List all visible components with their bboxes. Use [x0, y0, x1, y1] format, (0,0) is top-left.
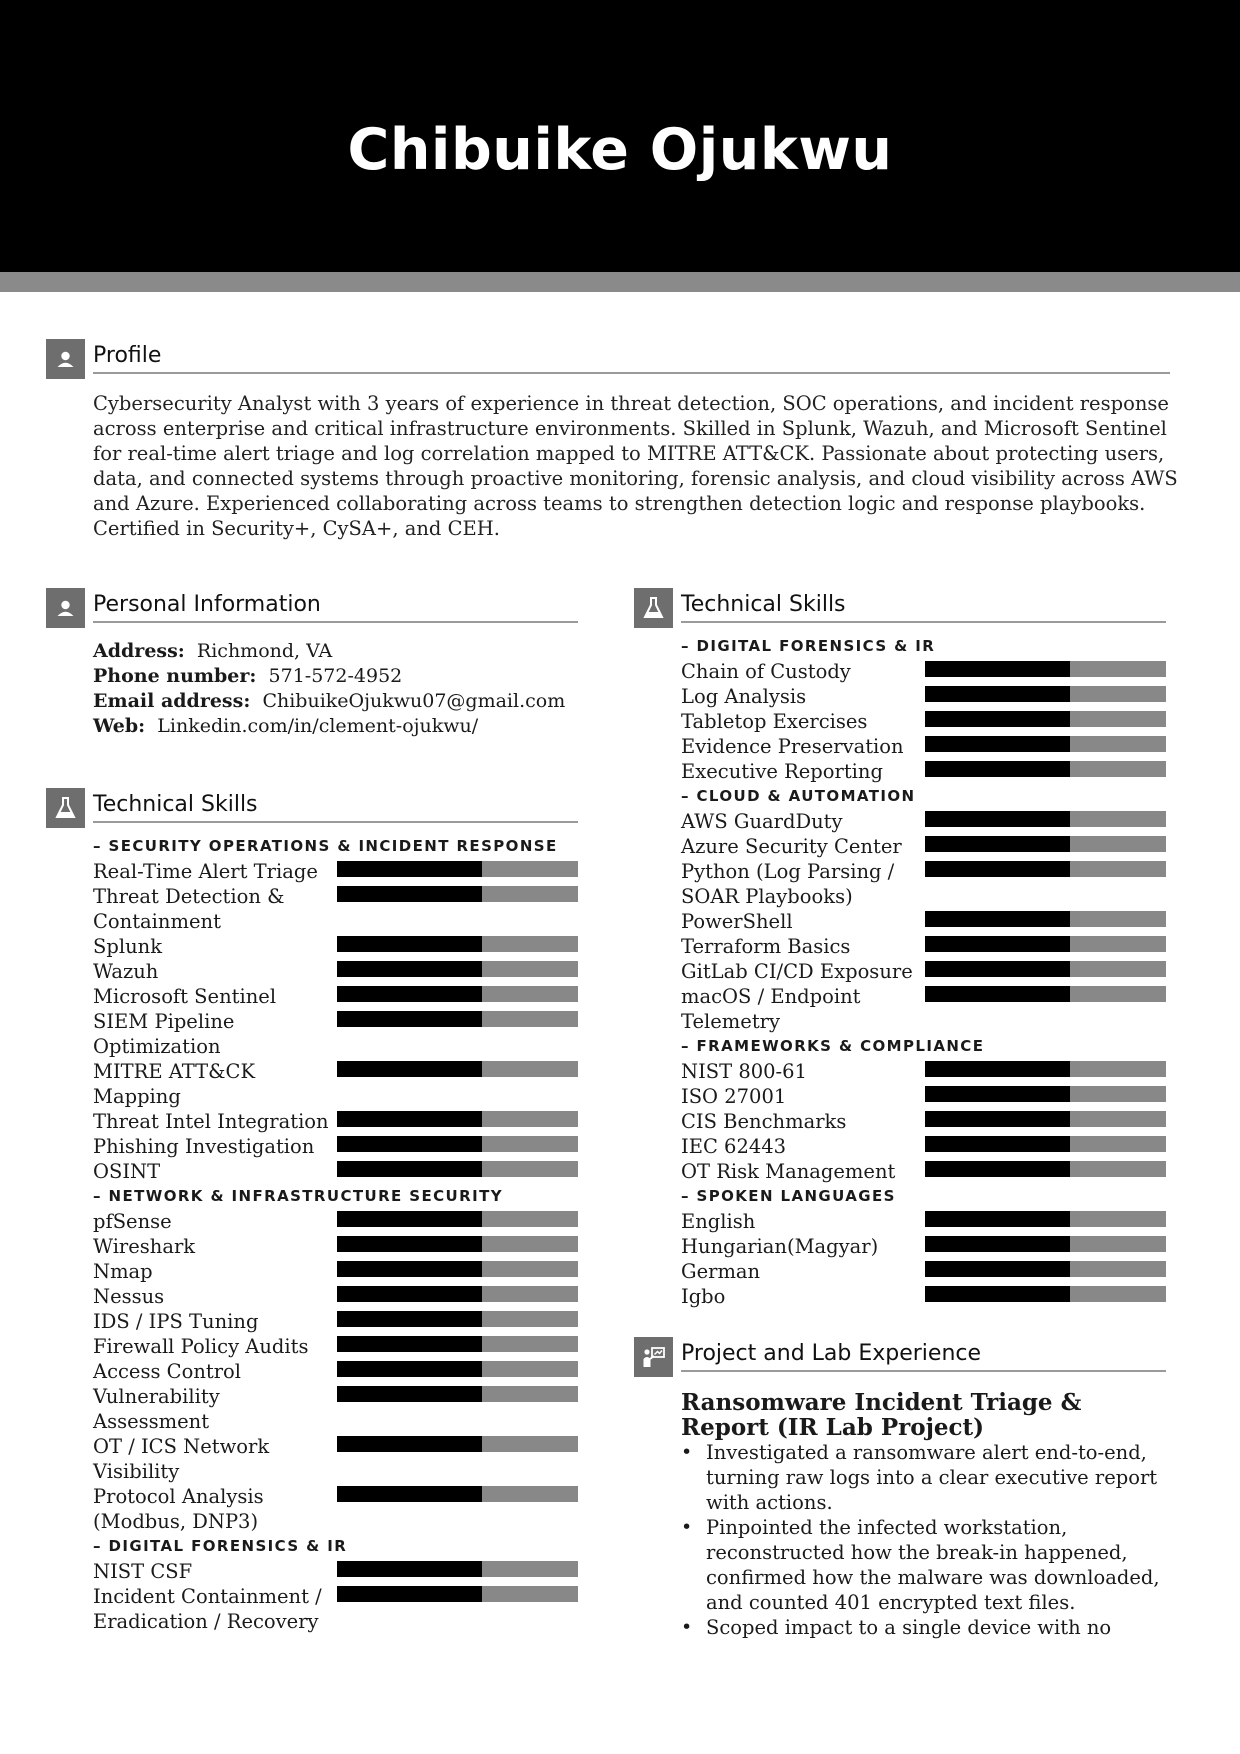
skill-level-bar	[925, 861, 1166, 877]
skill-item	[681, 809, 1166, 834]
personal-info-row	[93, 664, 565, 689]
skill-item	[681, 1209, 1166, 1234]
skill-level-fill	[925, 911, 1070, 927]
skill-name: Wazuh	[93, 960, 159, 983]
skill-category: – SECURITY OPERATIONS & INCIDENT RESPONSE	[93, 837, 558, 855]
profile-title: Profile	[93, 343, 162, 368]
skill-name: NIST CSF	[93, 1560, 193, 1583]
candidate-name: Chibuike Ojukwu	[347, 117, 893, 183]
personal-info-title: Personal Information	[93, 592, 321, 617]
skill-level-bar	[337, 936, 578, 952]
header-divider-band	[0, 272, 1240, 292]
skill-item	[681, 1259, 1166, 1284]
skill-item	[93, 959, 578, 984]
skill-level-bar	[337, 1486, 578, 1502]
skill-name: macOS / Endpoint Telemetry	[681, 985, 861, 1033]
skill-name: GitLab CI/CD Exposure	[681, 960, 913, 983]
skill-level-bar	[337, 1236, 578, 1252]
skill-name: English	[681, 1210, 756, 1233]
skill-item	[681, 734, 1166, 759]
skill-item	[93, 884, 578, 934]
skill-level-bar	[337, 1211, 578, 1227]
section-rule	[93, 372, 1170, 374]
personal-info-row	[93, 639, 565, 664]
skill-item	[93, 934, 578, 959]
skill-name: Log Analysis	[681, 685, 807, 708]
skill-name: Microsoft Sentinel	[93, 985, 277, 1008]
projects-list	[681, 1390, 1166, 1640]
skill-name: Azure Security Center	[681, 835, 902, 858]
skill-name: Incident Containment / Eradication / Recovery	[93, 1585, 322, 1633]
skill-level-fill	[337, 1436, 482, 1452]
skill-level-fill	[337, 936, 482, 952]
skill-name: Threat Intel Integration	[93, 1110, 329, 1133]
skill-level-bar	[925, 911, 1166, 927]
skill-item	[93, 1109, 578, 1134]
skill-level-fill	[337, 1261, 482, 1277]
skill-item	[681, 1059, 1166, 1084]
skill-level-bar	[925, 761, 1166, 777]
section-rule	[681, 1370, 1166, 1372]
skill-category: – DIGITAL FORENSICS & IR	[681, 637, 936, 655]
skill-level-bar	[337, 861, 578, 877]
skill-item	[681, 759, 1166, 784]
skill-name: Igbo	[681, 1285, 726, 1308]
skills-list	[681, 634, 1166, 1309]
skill-level-bar	[925, 1161, 1166, 1177]
skill-level-bar	[337, 1261, 578, 1277]
skill-item	[681, 909, 1166, 934]
skill-item	[681, 1234, 1166, 1259]
skill-item	[681, 959, 1166, 984]
skill-level-fill	[925, 1236, 1070, 1252]
skill-name: AWS GuardDuty	[681, 810, 843, 833]
skill-level-fill	[337, 1136, 482, 1152]
skill-level-fill	[925, 811, 1070, 827]
user-icon	[46, 588, 85, 628]
skill-level-bar	[925, 711, 1166, 727]
presentation-icon	[634, 1337, 673, 1377]
skill-name: Evidence Preservation	[681, 735, 904, 758]
skill-level-fill	[337, 1011, 482, 1027]
skill-level-bar	[337, 1111, 578, 1127]
skill-item	[93, 1134, 578, 1159]
skill-level-fill	[925, 961, 1070, 977]
skill-level-bar	[925, 1286, 1166, 1302]
flask-icon	[634, 588, 673, 628]
skill-name: pfSense	[93, 1210, 172, 1233]
skill-name: Firewall Policy Audits	[93, 1335, 309, 1358]
technical-skills-section-right	[634, 588, 1166, 1318]
skill-level-bar	[925, 1061, 1166, 1077]
skill-item	[93, 1059, 578, 1109]
skill-item	[93, 984, 578, 1009]
skill-level-bar	[925, 661, 1166, 677]
skill-level-fill	[337, 1361, 482, 1377]
skill-level-fill	[337, 1336, 482, 1352]
skill-name: OSINT	[93, 1160, 161, 1183]
skill-category: – FRAMEWORKS & COMPLIANCE	[681, 1037, 985, 1055]
technical-skills-header	[46, 788, 578, 828]
skill-item	[681, 684, 1166, 709]
skill-name: MITRE ATT&CK Mapping	[93, 1060, 256, 1108]
skill-item	[93, 1259, 578, 1284]
skill-item	[93, 1584, 578, 1634]
technical-skills-header	[634, 588, 1166, 628]
section-rule	[93, 821, 578, 823]
skill-level-fill	[337, 1586, 482, 1602]
skill-name: Real-Time Alert Triage	[93, 860, 318, 883]
skill-item	[93, 1484, 578, 1534]
skill-level-fill	[925, 711, 1070, 727]
skill-level-fill	[337, 1236, 482, 1252]
skill-name: IDS / IPS Tuning	[93, 1310, 259, 1333]
skill-level-bar	[925, 736, 1166, 752]
personal-info-value: Richmond, VA	[196, 640, 333, 662]
skill-level-fill	[925, 1161, 1070, 1177]
skill-level-fill	[337, 1161, 482, 1177]
skills-list	[93, 834, 578, 1634]
projects-header	[634, 1337, 1166, 1377]
skill-level-bar	[337, 986, 578, 1002]
skill-name: Splunk	[93, 935, 163, 958]
skill-category: – NETWORK & INFRASTRUCTURE SECURITY	[93, 1187, 503, 1205]
skill-level-fill	[925, 1061, 1070, 1077]
skill-name: IEC 62443	[681, 1135, 787, 1158]
skill-level-fill	[925, 1111, 1070, 1127]
skill-level-fill	[925, 936, 1070, 952]
skill-level-bar	[337, 1436, 578, 1452]
skill-level-fill	[337, 1386, 482, 1402]
skill-name: OT Risk Management	[681, 1160, 896, 1183]
personal-info-value: 571-572-4952	[268, 665, 403, 687]
skill-level-fill	[337, 1561, 482, 1577]
skill-name: Nmap	[93, 1260, 153, 1283]
skill-item	[681, 934, 1166, 959]
skill-item	[93, 1009, 578, 1059]
technical-skills-title: Technical Skills	[93, 792, 258, 817]
skill-name: ISO 27001	[681, 1085, 787, 1108]
skill-name: Access Control	[93, 1360, 242, 1383]
skill-level-fill	[925, 836, 1070, 852]
skill-level-bar	[337, 1061, 578, 1077]
header-banner	[0, 0, 1240, 272]
skill-level-bar	[337, 886, 578, 902]
skill-item	[93, 1434, 578, 1484]
user-icon	[46, 339, 85, 379]
skill-item	[93, 859, 578, 884]
skill-level-fill	[337, 886, 482, 902]
skill-name: Executive Reporting	[681, 760, 883, 783]
skill-level-bar	[925, 686, 1166, 702]
skill-item	[93, 1234, 578, 1259]
skill-item	[93, 1309, 578, 1334]
skill-name: Vulnerability Assessment	[93, 1385, 220, 1433]
skill-name: Wireshark	[93, 1235, 196, 1258]
skill-level-bar	[925, 1136, 1166, 1152]
skill-name: Tabletop Exercises	[681, 710, 868, 733]
skill-item	[681, 834, 1166, 859]
skill-level-bar	[337, 1161, 578, 1177]
section-rule	[681, 621, 1166, 623]
skill-level-fill	[925, 1086, 1070, 1102]
skill-name: Protocol Analysis (Modbus, DNP3)	[93, 1485, 264, 1533]
skill-item	[93, 1159, 578, 1184]
skill-level-fill	[925, 761, 1070, 777]
skill-level-fill	[925, 736, 1070, 752]
skill-name: Terraform Basics	[681, 935, 851, 958]
skill-name: NIST 800-61	[681, 1060, 807, 1083]
skill-name: German	[681, 1260, 761, 1283]
skill-item	[681, 1084, 1166, 1109]
skill-item	[93, 1559, 578, 1584]
personal-info-value: Linkedin.com/in/clement-ojukwu/	[157, 715, 479, 737]
profile-summary: Cybersecurity Analyst with 3 years of experience in threat detection, SOC operations, and incident response across enterprise and critical infrastructure environments. Skilled in Splunk, Wazuh, and Microsoft Sentinel for real-time alert triage and log correlation mapped to MITRE ATT&CK. Passionate about protecting users, data, and connected systems through proactive monitoring, forensic analysis, and cloud visibility across AWS and Azure. Experienced collaborating across teams to strengthen detection logic and response playbooks. Certified in Security+, CySA+, and CEH.	[93, 392, 1178, 540]
personal-info-label: Email address:	[93, 690, 251, 712]
skill-level-bar	[925, 1086, 1166, 1102]
personal-info-value: ChibuikeOjukwu07@gmail.com	[262, 690, 566, 712]
personal-info-label: Web:	[93, 715, 146, 737]
skill-level-fill	[925, 861, 1070, 877]
skill-level-fill	[925, 1261, 1070, 1277]
flask-icon	[46, 788, 85, 828]
skill-item	[93, 1334, 578, 1359]
skill-level-bar	[925, 986, 1166, 1002]
projects-section	[634, 1337, 1166, 1637]
personal-info-label: Phone number:	[93, 665, 257, 687]
skill-item	[681, 1109, 1166, 1134]
skill-level-bar	[337, 1336, 578, 1352]
skill-name: Nessus	[93, 1285, 165, 1308]
skill-item	[681, 709, 1166, 734]
skill-level-fill	[925, 1286, 1070, 1302]
skill-name: Phishing Investigation	[93, 1135, 315, 1158]
skill-name: SIEM Pipeline Optimization	[93, 1010, 235, 1058]
skill-item	[93, 1384, 578, 1434]
skill-name: Python (Log Parsing / SOAR Playbooks)	[681, 860, 895, 908]
skill-name: PowerShell	[681, 910, 793, 933]
skill-level-bar	[925, 811, 1166, 827]
project-bullet: • Scoped impact to a single device with no	[681, 1615, 1166, 1640]
personal-info-row	[93, 714, 565, 739]
project-bullet: • Investigated a ransomware alert end-to-end, turning raw logs into a clear executive report with actions.	[681, 1440, 1166, 1515]
skill-level-fill	[337, 961, 482, 977]
projects-title: Project and Lab Experience	[681, 1341, 982, 1366]
project-bullets	[681, 1440, 1166, 1640]
personal-info-section	[46, 588, 578, 748]
skill-level-bar	[337, 1586, 578, 1602]
skill-level-fill	[337, 1111, 482, 1127]
skill-level-bar	[337, 1561, 578, 1577]
skill-item	[681, 659, 1166, 684]
skill-level-bar	[337, 1361, 578, 1377]
personal-info-header	[46, 588, 578, 628]
skill-category: – DIGITAL FORENSICS & IR	[93, 1537, 348, 1555]
skill-item	[93, 1359, 578, 1384]
skill-level-fill	[925, 686, 1070, 702]
skill-level-fill	[925, 1136, 1070, 1152]
skill-level-bar	[925, 961, 1166, 977]
skill-level-bar	[337, 1011, 578, 1027]
personal-info-label: Address:	[93, 640, 185, 662]
technical-skills-section-left	[46, 788, 578, 1688]
skill-category: – SPOKEN LANGUAGES	[681, 1187, 896, 1205]
section-rule	[93, 621, 578, 623]
skill-name: CIS Benchmarks	[681, 1110, 847, 1133]
personal-info-list	[93, 639, 565, 739]
skill-level-bar	[337, 1386, 578, 1402]
skill-level-bar	[337, 1311, 578, 1327]
skill-item	[681, 1284, 1166, 1309]
skill-level-bar	[337, 961, 578, 977]
skill-item	[681, 984, 1166, 1034]
skill-item	[93, 1284, 578, 1309]
technical-skills-title: Technical Skills	[681, 592, 846, 617]
skill-name: Chain of Custody	[681, 660, 851, 683]
personal-info-row	[93, 689, 565, 714]
skill-level-fill	[337, 1311, 482, 1327]
skill-level-fill	[337, 1061, 482, 1077]
profile-section	[46, 339, 1178, 549]
skill-level-bar	[925, 1261, 1166, 1277]
skill-level-fill	[337, 986, 482, 1002]
skill-item	[681, 1134, 1166, 1159]
skill-item	[681, 1159, 1166, 1184]
skill-level-fill	[337, 1286, 482, 1302]
skill-level-bar	[925, 836, 1166, 852]
skill-level-bar	[925, 1111, 1166, 1127]
project-bullet: • Pinpointed the infected workstation, reconstructed how the break-in happened, confirmed how the malware was downloaded, and counted 401 encrypted text files.	[681, 1515, 1166, 1615]
skill-level-bar	[337, 1136, 578, 1152]
profile-header	[46, 339, 1170, 379]
skill-item	[681, 859, 1166, 909]
skill-level-bar	[337, 1286, 578, 1302]
skill-level-fill	[925, 1211, 1070, 1227]
skill-level-fill	[925, 661, 1070, 677]
project-title: Ransomware Incident Triage & Report (IR Lab Project)	[681, 1389, 1082, 1441]
skill-level-fill	[337, 1486, 482, 1502]
skill-name: OT / ICS Network Visibility	[93, 1435, 270, 1483]
skill-level-bar	[925, 936, 1166, 952]
skill-category: – CLOUD & AUTOMATION	[681, 787, 916, 805]
skill-name: Hungarian(Magyar)	[681, 1235, 879, 1258]
skill-level-fill	[337, 1211, 482, 1227]
skill-level-fill	[925, 986, 1070, 1002]
skill-level-bar	[925, 1211, 1166, 1227]
skill-level-fill	[337, 861, 482, 877]
skill-name: Threat Detection & Containment	[93, 885, 285, 933]
skill-level-bar	[925, 1236, 1166, 1252]
skill-item	[93, 1209, 578, 1234]
